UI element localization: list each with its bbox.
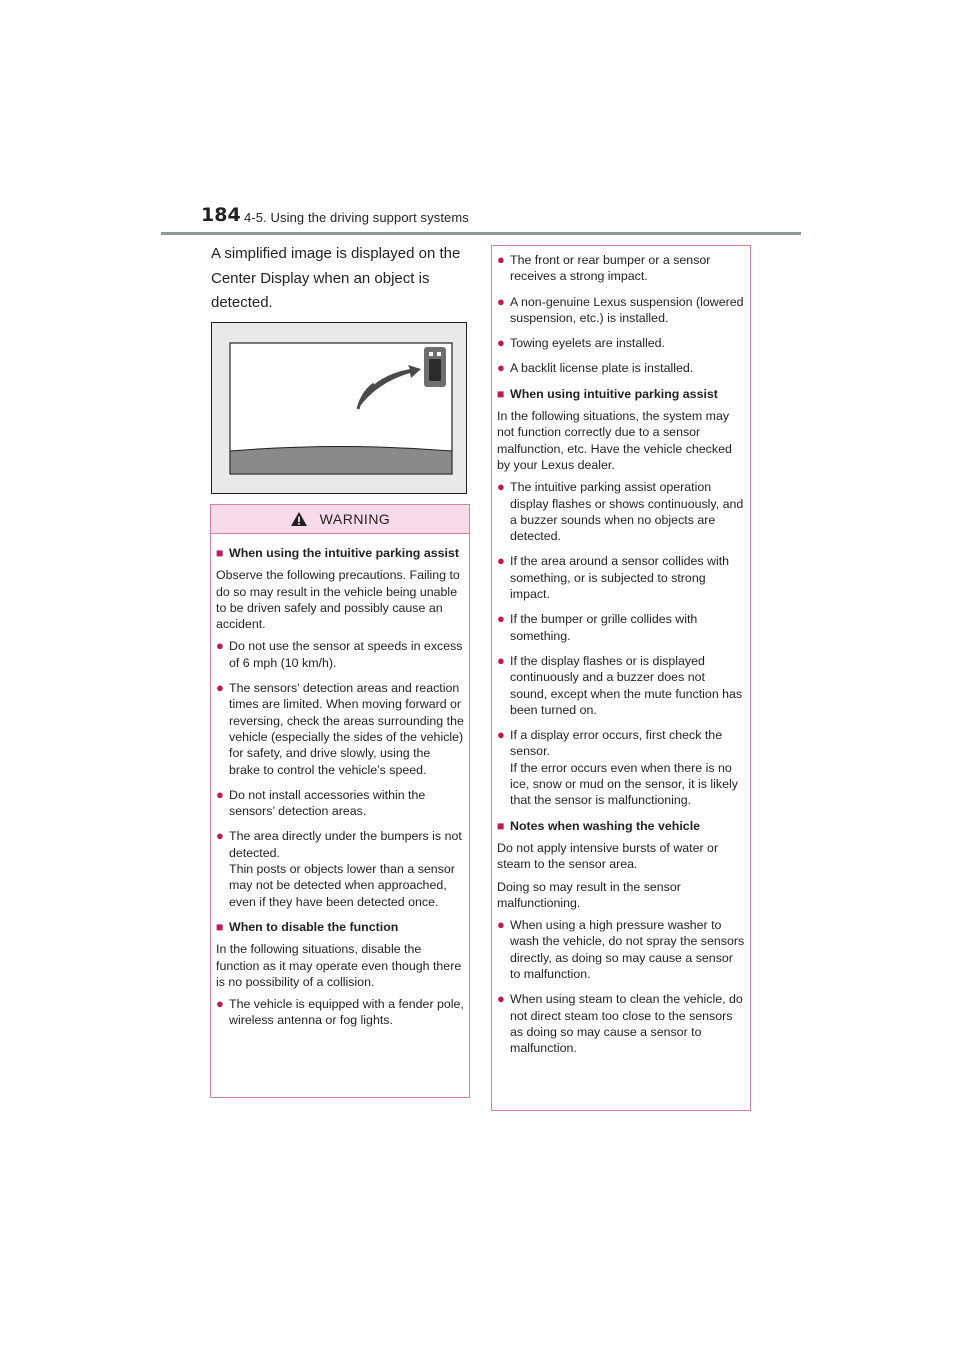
heading-text: When using the intuitive parking assist (229, 546, 459, 560)
list-item (497, 653, 745, 718)
list-item (497, 611, 745, 644)
warning-continued-box (491, 245, 751, 1111)
heading-text: When to disable the function (229, 919, 399, 934)
paragraph: Do not apply intensive bursts of water or steam to the sensor area. (497, 840, 719, 872)
square-bullet-icon: ■ (497, 818, 505, 833)
list-item-text: A non-genuine Lexus suspension (lowered suspension, etc.) is installed. (510, 294, 744, 325)
list-item-text: Towing eyelets are installed. (510, 336, 665, 351)
bullet-icon: ● (497, 917, 505, 933)
heading-text: When using intuitive parking assist (510, 386, 718, 401)
square-bullet-icon: ■ (497, 386, 505, 401)
list-item (497, 252, 745, 285)
warning-heading-parking-assist (216, 545, 464, 561)
list-item-text: The front or rear bumper or a sensor receives a strong impact. (510, 253, 711, 284)
list-item (216, 680, 464, 778)
bullet-icon: ● (497, 652, 505, 668)
list-item-text: If a display error occurs, first check the sensor. If the error occurs even when there is no ice, snow or mud on the sensor, it is likely that the sensor is malfunctioning. (510, 728, 738, 808)
bullet-icon: ● (497, 360, 505, 376)
warning-header (211, 505, 469, 534)
bullet-icon: ● (497, 991, 505, 1007)
list-item-text: A backlit license plate is installed. (510, 361, 694, 376)
list-item (497, 727, 745, 808)
bullet-icon: ● (497, 252, 505, 267)
list-item (497, 917, 745, 982)
bullet-icon: ● (216, 996, 224, 1012)
paragraph: In the following situations, the system may not function correctly due to a sensor malfunction, etc. Have the vehicle checked by your Lexus dealer. (497, 409, 732, 472)
warning-box (210, 504, 470, 1098)
list-item-text: When using steam to clean the vehicle, do not direct steam too close to the sensors as doing so may cause a sensor to malfunction. (510, 992, 743, 1056)
heading-washing-vehicle (497, 818, 745, 834)
list-item-text: Do not install accessories within the sensors’ detection areas. (229, 787, 426, 819)
list-item-text: If the display flashes or is displayed continuously and a buzzer does not sound, except when the mute function has been turned on. (510, 653, 743, 717)
warning-paragraph: In the following situations, disable the function as it may operate even though there is no possibility of a collision. (216, 942, 462, 989)
bullet-icon: ● (497, 479, 505, 495)
warning-title: WARNING (319, 510, 391, 527)
square-bullet-icon: ■ (216, 919, 224, 934)
intro-text: A simplified image is displayed on the Center Display when an object is detected. (211, 245, 461, 311)
warning-body (211, 534, 469, 1029)
list-item-text: If the area around a sensor collides with something, or is subjected to strong impact. (510, 554, 730, 602)
display-illustration (211, 322, 467, 494)
list-item (497, 553, 745, 602)
heading-intuitive-parking-assist (497, 386, 745, 402)
list-item-text: Do not use the sensor at speeds in excess of 6 mph (10 km/h). (229, 639, 463, 670)
page-number: 184 (201, 204, 241, 226)
list-item (497, 335, 745, 351)
warning-continued-body (492, 246, 750, 1056)
section-title: 4-5. Using the driving support systems (244, 210, 469, 225)
bullet-icon: ● (497, 293, 505, 309)
square-bullet-icon: ■ (216, 546, 224, 560)
list-item (216, 828, 464, 909)
bullet-icon: ● (497, 611, 505, 627)
bullet-icon: ● (216, 638, 224, 654)
bullet-icon: ● (216, 786, 224, 802)
list-item-text: When using a high pressure washer to wash the vehicle, do not spray the sensors directly, as doing so may cause a sensor to malfunction. (510, 918, 745, 981)
list-item-text: The intuitive parking assist operation display flashes or shows continuously, and a buzzer sounds when no objects are detected. (510, 480, 744, 544)
bullet-icon: ● (497, 727, 505, 743)
bullet-icon: ● (497, 553, 505, 569)
warning-heading-disable (216, 919, 464, 935)
list-item-text: The vehicle is equipped with a fender pole, wireless antenna or fog lights. (229, 997, 464, 1028)
list-item (216, 996, 464, 1029)
warning-triangle-icon (290, 511, 308, 527)
list-item (216, 787, 464, 820)
list-item-text: The area directly under the bumpers is not detected. Thin posts or objects lower than a sensor may not be detected when approached, even if they have been detected once. (229, 829, 462, 909)
heading-text: Notes when washing the vehicle (510, 818, 701, 833)
sensor-segment-left (429, 352, 433, 356)
bullet-icon: ● (216, 828, 224, 844)
list-item-text: The sensors’ detection areas and reaction times are limited. When moving forward or reversing, check the areas surrounding the vehicle (especially the sides of the vehicle) for safety, and drive slowly, using the brake to control the vehicle’s speed. (229, 681, 464, 777)
car-icon (429, 359, 441, 381)
list-item (216, 638, 464, 671)
list-item (497, 360, 745, 376)
warning-paragraph: Observe the following precautions. Failing to do so may result in the vehicle being unable to be driven safely and possibly cause an accident. (216, 568, 460, 632)
display-illustration-graphic (212, 323, 466, 493)
paragraph: Doing so may result in the sensor malfunctioning. (497, 879, 681, 910)
ground-area (230, 447, 452, 475)
list-item (497, 991, 745, 1056)
sensor-segment-right (437, 352, 441, 356)
list-item-text: If the bumper or grille collides with something. (510, 612, 698, 643)
bullet-icon: ● (216, 680, 224, 696)
bullet-icon: ● (497, 335, 505, 351)
list-item (497, 479, 745, 544)
list-item (497, 294, 745, 327)
header-rule (161, 232, 801, 235)
